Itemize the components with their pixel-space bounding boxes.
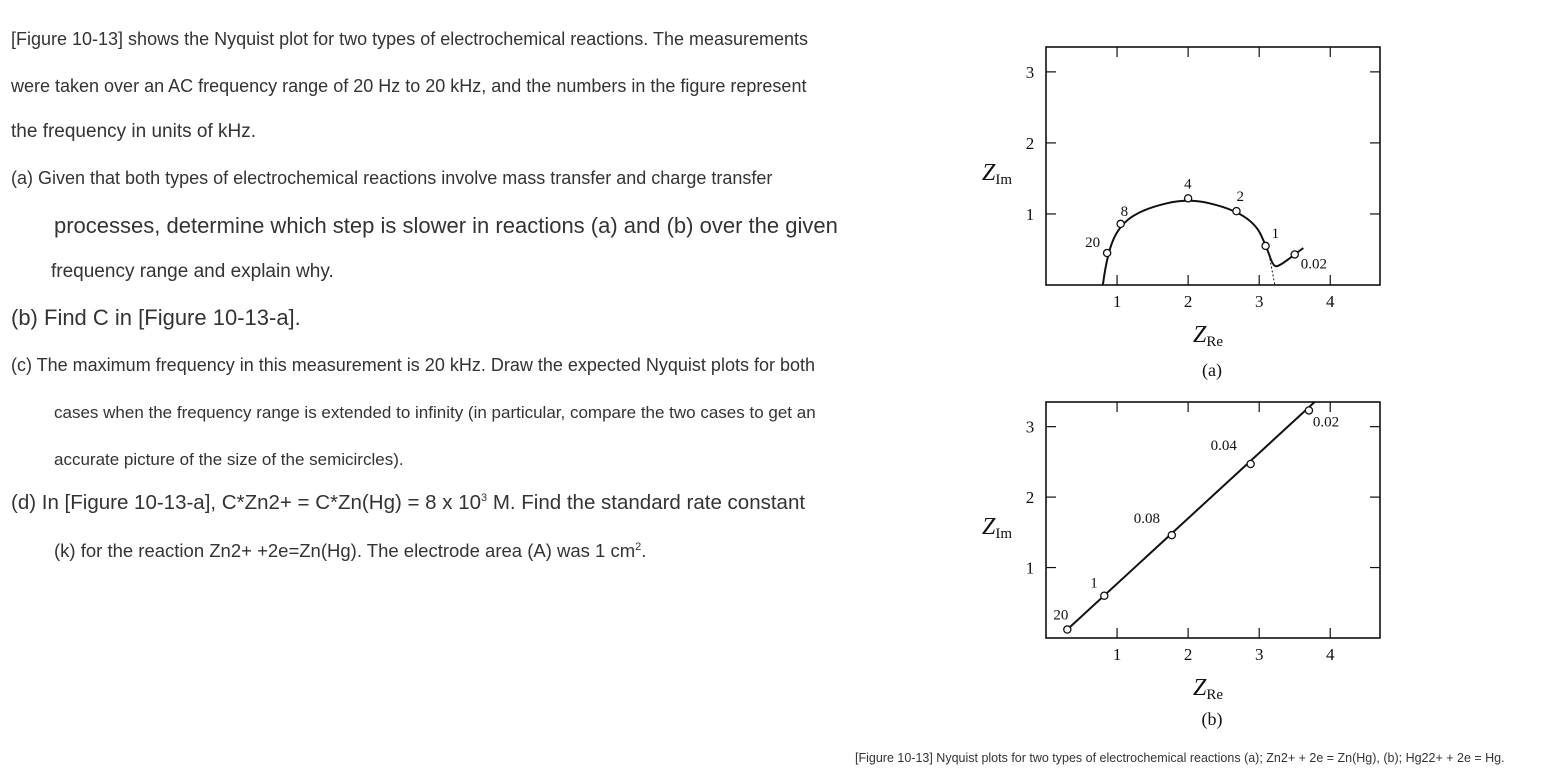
question-c-line-3: accurate picture of the size of the semicircles). [54, 450, 404, 469]
frequency-label: 8 [1120, 203, 1129, 220]
y-axis-label: ZIm [982, 514, 1013, 542]
x-tick-label: 3 [1254, 292, 1264, 311]
chart-panel-b [982, 402, 1380, 730]
frequency-label: 4 [1184, 176, 1192, 193]
y-tick-label: 1 [1025, 558, 1035, 578]
frequency-marker [1104, 249, 1111, 256]
y-axis-label: ZIm [982, 160, 1013, 188]
x-tick-label: 1 [1112, 292, 1122, 311]
frequency-marker [1185, 195, 1192, 202]
question-a-line-1: (a) Given that both types of electrochemical reactions involve mass transfer and charge transfer [11, 168, 773, 188]
y-tick-label: 3 [1025, 62, 1035, 82]
frequency-marker [1233, 208, 1240, 215]
frequency-label: 0.04 [1210, 437, 1237, 454]
frequency-marker [1262, 242, 1269, 249]
intro-line-2: were taken over an AC frequency range of 20 Hz to 20 kHz, and the numbers in the figure represent [11, 76, 807, 96]
intro-line-1: [Figure 10-13] shows the Nyquist plot for two types of electrochemical reactions. The measurements [11, 29, 809, 49]
x-tick-label: 4 [1326, 645, 1335, 664]
frequency-label: 0.02 [1312, 414, 1340, 431]
frequency-marker [1247, 460, 1254, 467]
frequency-label: 0.08 [1133, 511, 1161, 528]
x-tick-label: 3 [1254, 645, 1264, 664]
x-axis-label: ZRe [1193, 675, 1224, 703]
figure-caption: [Figure 10-13] Nyquist plots for two types of electrochemical reactions (a); Zn2+ + 2e = Zn(Hg), (b); Hg22+ + 2e = Hg. [855, 751, 1505, 765]
frequency-label: 1 [1271, 225, 1280, 242]
frequency-label: 1 [1090, 575, 1098, 592]
question-c-line-2: cases when the frequency range is extended to infinity (in particular, compare the two cases to get an [54, 403, 816, 422]
frequency-label: 0.02 [1300, 256, 1327, 273]
frequency-marker [1064, 626, 1071, 633]
frequency-label: 20 [1053, 607, 1069, 624]
x-tick-label: 4 [1326, 292, 1335, 311]
panel-letter: (a) [1202, 360, 1222, 380]
frequency-label: 2 [1236, 189, 1244, 206]
frequency-marker [1305, 407, 1312, 414]
y-tick-label: 2 [1025, 488, 1035, 508]
x-axis-label: ZRe [1193, 322, 1224, 350]
frequency-marker [1168, 532, 1175, 539]
x-tick-label: 1 [1112, 645, 1122, 664]
panel-letter: (b) [1201, 709, 1223, 729]
frequency-marker [1291, 251, 1298, 258]
question-a-line-3: frequency range and explain why. [51, 261, 334, 282]
y-tick-label: 1 [1025, 204, 1035, 224]
question-c-line-1: (c) The maximum frequency in this measurement is 20 kHz. Draw the expected Nyquist plots for both [11, 355, 815, 375]
frequency-marker [1101, 592, 1108, 599]
x-tick-label: 2 [1183, 292, 1193, 311]
nyquist-figure [970, 30, 1400, 730]
question-d-line-2: (k) for the reaction Zn2+ +2e=Zn(Hg). The electrode area (A) was 1 $cm^2$. [54, 540, 647, 561]
y-tick-label: 2 [1025, 133, 1035, 153]
question-d-line-1: (d) In [Figure 10-13-a], C*Zn2+ = C*Zn(Hg) = 8 x $10^3$ M. Find the standard rate constant [11, 491, 806, 514]
chart-panel-a [982, 47, 1380, 381]
y-tick-label: 3 [1025, 417, 1035, 437]
intro-line-3: the frequency in units of kHz. [11, 121, 257, 142]
frequency-marker [1117, 220, 1124, 227]
question-a-line-2: processes, determine which step is slower in reactions (a) and (b) over the given [54, 213, 838, 238]
data-curve [1103, 201, 1303, 285]
frequency-label: 20 [1085, 235, 1101, 252]
question-b: (b) Find C in [Figure 10-13-a]. [11, 305, 301, 330]
x-tick-label: 2 [1183, 645, 1193, 664]
